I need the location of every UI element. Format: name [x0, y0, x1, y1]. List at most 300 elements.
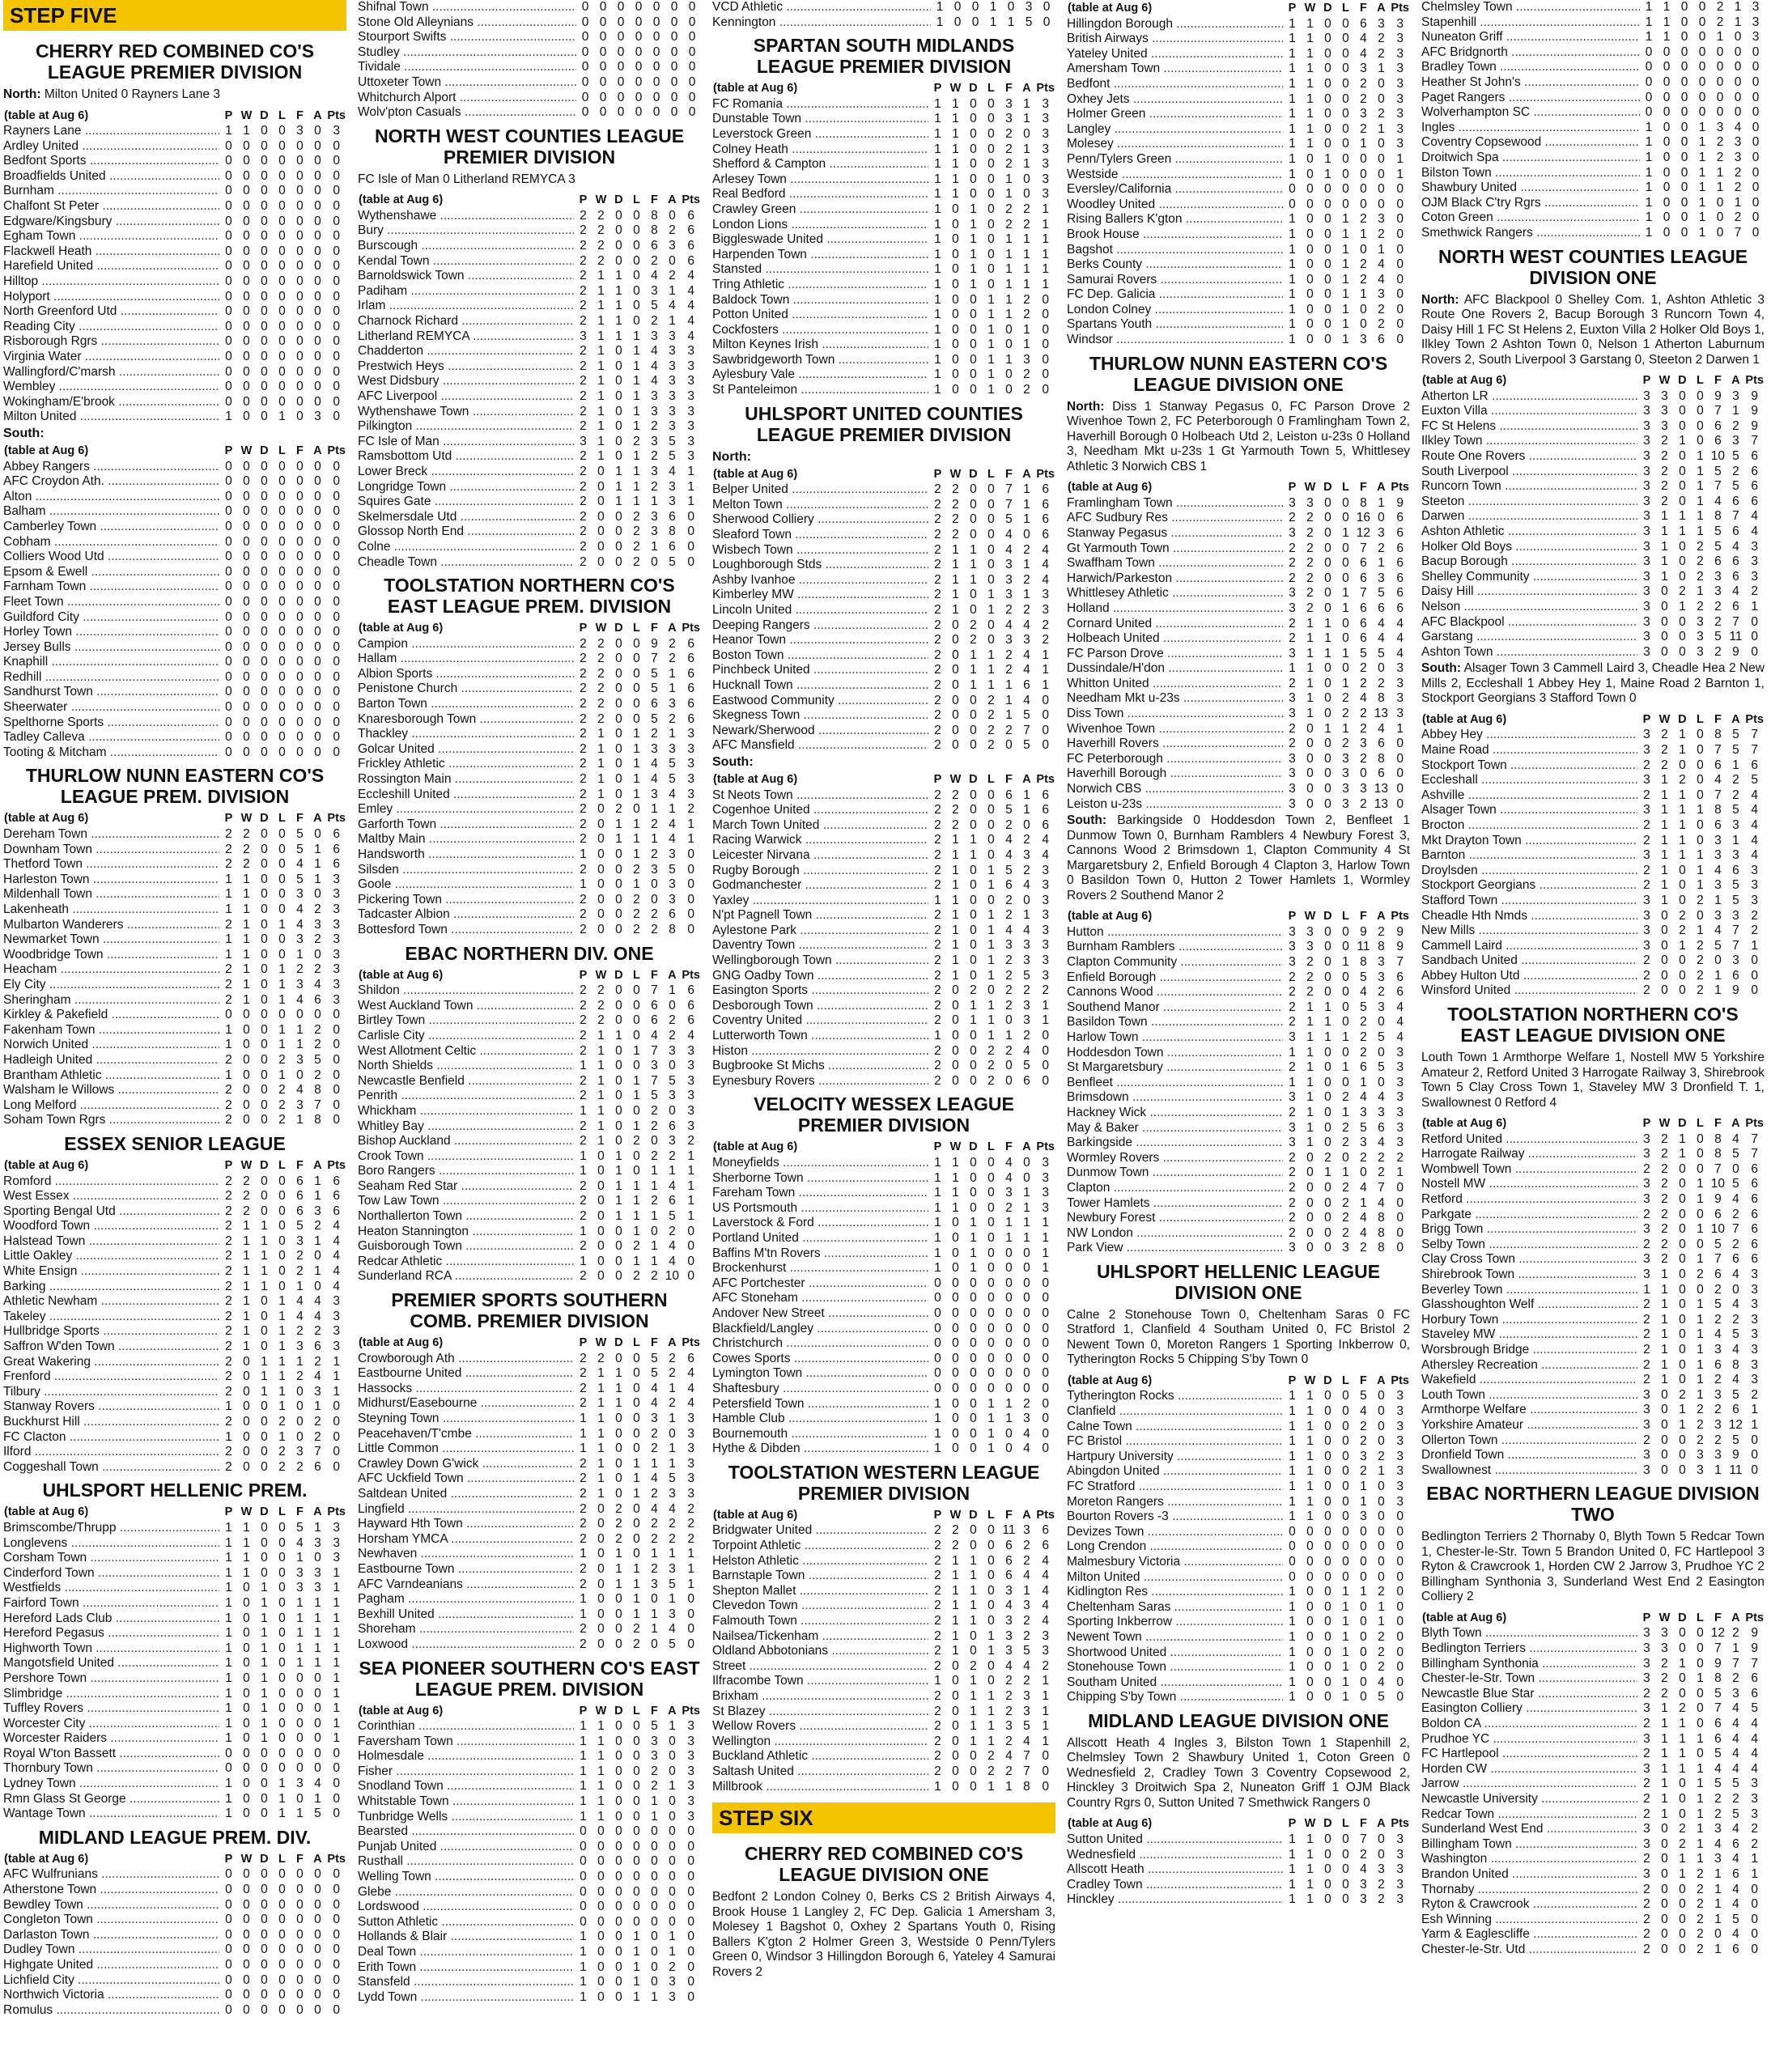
team-name: Louth Town ..... [1421, 1388, 1637, 1403]
table-cell: 1 [615, 1547, 622, 1561]
table-cell: 1 [952, 142, 959, 156]
table-cell: 0 [261, 474, 268, 489]
table-cell: 0 [971, 0, 979, 14]
table-cell: 0 [615, 1119, 622, 1133]
table-cell: 0 [225, 229, 232, 244]
table-cell: 6 [651, 697, 658, 711]
table-cell: 0 [597, 464, 605, 478]
table-cell: 1 [597, 1471, 605, 1486]
table-cell: 2 [225, 1113, 232, 1127]
table-cell: 3 [687, 1764, 695, 1778]
table-cell: 1 [1289, 333, 1296, 347]
team-name: St Neots Town ..... [712, 788, 928, 804]
table-cell: 2 [1042, 618, 1050, 632]
table-cell: 1 [597, 344, 605, 359]
table-cell: 3 [1643, 1417, 1650, 1432]
table-cell: 1 [1661, 1791, 1668, 1806]
table-cell: 2 [580, 539, 587, 554]
table-cell: 2 [1005, 157, 1013, 172]
table-cell: 2 [1697, 1403, 1704, 1417]
table-cell: 1 [970, 1614, 977, 1628]
table-cell: 8 [1714, 1671, 1722, 1686]
table-cell: 1 [987, 663, 995, 677]
table-cell: 0 [333, 504, 341, 519]
team-name: Stanway Pegasus ..... [1067, 526, 1283, 541]
table-row [358, 907, 701, 923]
results-text [1067, 813, 1410, 903]
table-cell: 1 [1324, 151, 1331, 166]
results-text [1421, 1530, 1765, 1605]
table-cell: 0 [243, 1611, 250, 1625]
table-cell: 0 [314, 639, 321, 654]
table-cell: 0 [615, 772, 622, 787]
team-name: Midhurst/Easebourne ..... [358, 1396, 574, 1412]
table-cell: 4 [651, 269, 658, 283]
table-cell: 0 [314, 1249, 321, 1263]
table-cell: 1 [987, 1426, 995, 1441]
table-row [1067, 1675, 1410, 1691]
table-cell: 0 [243, 489, 250, 503]
table-cell: 5 [1025, 15, 1033, 29]
team-name: Stone Old Alleynians ..... [358, 15, 576, 31]
table-cell: 5 [1732, 1327, 1739, 1342]
table-cell: 0 [1042, 308, 1050, 322]
table-row [3, 1581, 346, 1596]
column-header: F [295, 108, 304, 122]
table-cell: 2 [278, 1445, 286, 1459]
team-name: NW London ..... [1067, 1226, 1283, 1242]
table-cell: 1 [225, 1671, 232, 1685]
team-name: Hoddesdon Town ..... [1067, 1046, 1283, 1061]
table-cell: 0 [1005, 1261, 1013, 1276]
table-cell: 0 [314, 1988, 321, 2002]
table-cell: 2 [1661, 1177, 1668, 1191]
table-cell: 1 [261, 1595, 268, 1610]
table-cell: 1 [987, 338, 995, 352]
table-cell: 4 [669, 299, 676, 313]
table-cell: 1 [1679, 1403, 1686, 1417]
table-cell: 1 [1679, 434, 1686, 448]
table-cell: 0 [1396, 197, 1404, 211]
league-title: SEA PIONEER SOUTHERN CO'S EAST LEAGUE PREM. DIVISION [359, 1657, 700, 1700]
table-cell: 0 [296, 244, 304, 258]
table-row [3, 290, 346, 305]
table-cell: 0 [261, 1883, 268, 1897]
table-cell: 3 [687, 757, 695, 771]
table-row [712, 323, 1055, 338]
team-name: FC Bristol ..... [1067, 1434, 1283, 1450]
table-cell: 7 [1751, 1147, 1759, 1161]
team-name: Loxwood ..... [358, 1637, 574, 1653]
table-row [1067, 737, 1410, 752]
table-cell: 0 [687, 922, 695, 936]
table-cell: 2 [296, 1459, 304, 1474]
table-cell: 1 [1378, 62, 1385, 76]
table-row [712, 543, 1055, 558]
column-header: P [1288, 481, 1297, 495]
table-cell: 1 [1042, 1734, 1050, 1748]
column-header: P [224, 1505, 233, 1519]
table-cell: 0 [261, 1777, 268, 1791]
table-cell: 0 [1306, 1555, 1314, 1569]
team-name: Tytherington Rocks ..... [1067, 1389, 1283, 1404]
table-cell: 0 [1306, 1195, 1314, 1210]
table-cell: 6 [333, 842, 341, 856]
table-row [712, 202, 1055, 218]
table-cell: 0 [1680, 180, 1688, 195]
table-cell: 2 [1342, 1120, 1349, 1135]
table-cell: 1 [633, 1209, 640, 1224]
table-row [1421, 1403, 1765, 1418]
table-cell: 0 [669, 1059, 676, 1073]
table-cell: 4 [296, 917, 304, 932]
table-cell: 1 [225, 410, 232, 424]
table-cell: 1 [1342, 1030, 1349, 1044]
table-cell: 3 [1751, 1357, 1759, 1372]
table-cell: 0 [1306, 333, 1314, 347]
table-cell: 3 [1042, 878, 1050, 893]
table-cell: 0 [278, 872, 286, 886]
table-cell: 2 [580, 1486, 587, 1501]
table-row [712, 738, 1055, 754]
table-cell: 0 [688, 0, 696, 14]
team-name: Wellow Rovers ..... [712, 1719, 928, 1734]
team-name: Lakenheath ..... [3, 902, 219, 918]
table-cell: 1 [1342, 1690, 1349, 1705]
table-cell: 2 [651, 1441, 658, 1456]
table-cell: 3 [1005, 96, 1013, 111]
table-cell: 0 [296, 1927, 304, 1942]
table-cell: 3 [1751, 1267, 1759, 1281]
table-cell: 1 [1324, 1000, 1331, 1014]
table-cell: 0 [296, 1701, 304, 1716]
table-cell: 7 [651, 1043, 658, 1058]
table-row [1421, 1837, 1765, 1853]
table-cell: 0 [1716, 210, 1724, 225]
table-cell: 1 [1306, 707, 1314, 721]
table-cell: 4 [1732, 1267, 1739, 1281]
table-row [1421, 1777, 1765, 1792]
table-cell: 0 [615, 1622, 622, 1637]
table-cell: 4 [687, 1381, 695, 1395]
table-cell: 1 [633, 464, 640, 478]
table-cell: 2 [1289, 985, 1296, 1000]
table-cell: 0 [314, 459, 321, 473]
table-cell: 0 [243, 715, 250, 729]
table-cell: 0 [314, 1883, 321, 1897]
table-cell: 0 [1005, 1276, 1013, 1290]
table-cell: 0 [953, 0, 962, 14]
team-name: Eastbourne United ..... [358, 1366, 574, 1382]
column-header: P [579, 622, 588, 635]
table-cell: 0 [261, 655, 268, 669]
table-cell: 3 [1289, 796, 1296, 811]
table-cell: 1 [1342, 227, 1349, 241]
team-name: Yateley United ..... [1067, 47, 1283, 62]
table-cell: 1 [970, 998, 977, 1013]
table-cell: 3 [1396, 661, 1404, 676]
column-header: P [1642, 1611, 1651, 1624]
table-cell: 1 [1342, 257, 1349, 272]
team-name: Hartpury University ..... [1067, 1450, 1283, 1465]
table-cell: 0 [1697, 1237, 1704, 1251]
team-name: Gt Yarmouth Town ..... [1067, 541, 1283, 557]
table-cell: 0 [970, 878, 977, 893]
table-cell: 4 [1005, 1599, 1013, 1613]
table-cell: 1 [1306, 1090, 1314, 1105]
team-name: AFC Blackpool ..... [1421, 615, 1637, 631]
column-header: F [650, 193, 658, 207]
table-cell: 1 [1679, 1147, 1686, 1161]
table-cell: 0 [987, 187, 995, 202]
table-cell: 6 [1732, 1836, 1739, 1851]
table-cell: 0 [615, 539, 622, 554]
team-name: Langley ..... [1067, 122, 1283, 138]
table-cell: 0 [617, 0, 625, 14]
table-cell: 0 [615, 652, 622, 666]
table-date-header: (table at Aug 6) [713, 1508, 798, 1522]
table-cell: 2 [651, 1149, 658, 1163]
table-cell: 0 [597, 554, 605, 569]
table-cell: 4 [687, 269, 695, 283]
table-cell: 3 [687, 1471, 695, 1486]
table-cell: 0 [243, 1369, 250, 1384]
table-cell: 3 [1716, 120, 1724, 134]
table-cell: 1 [243, 1309, 250, 1323]
table-cell: 5 [1023, 708, 1030, 723]
table-cell: 0 [970, 112, 977, 126]
table-cell: 0 [278, 380, 286, 394]
table-cell: 0 [333, 214, 341, 228]
table-cell: 0 [633, 1794, 640, 1809]
table-cell: 0 [333, 2002, 341, 2017]
team-name: Smethwick Rangers ..... [1421, 226, 1640, 241]
team-name: Sutton United ..... [1067, 1832, 1283, 1848]
team-name: FC Stratford ..... [1067, 1480, 1283, 1495]
table-cell: 3 [1396, 76, 1404, 91]
table-cell: 1 [633, 1119, 640, 1133]
table-cell: 1 [1289, 76, 1296, 91]
team-name: AFC Portchester ..... [712, 1276, 928, 1292]
table-cell: 0 [296, 1791, 304, 1806]
table-cell: 0 [1751, 1463, 1759, 1477]
table-cell: 0 [952, 1719, 959, 1734]
table-cell: 0 [261, 259, 268, 274]
table-cell: 0 [278, 138, 286, 153]
team-name: Newcastle Benfield ..... [358, 1074, 574, 1089]
table-cell: 1 [952, 603, 959, 617]
table-cell: 1 [225, 1626, 232, 1641]
team-name: Athersley Recreation ..... [1421, 1358, 1637, 1374]
table-cell: 3 [1396, 16, 1404, 31]
column-header: D [1678, 1611, 1687, 1624]
team-name: Wisbech Town ..... [712, 543, 928, 558]
table-cell: 0 [261, 1958, 268, 1972]
table-cell: 0 [599, 0, 607, 14]
table-cell: 4 [1732, 1297, 1739, 1312]
table-header-row [3, 443, 346, 460]
table-cell: 1 [1396, 151, 1404, 166]
table-cell: 6 [333, 1174, 341, 1188]
table-cell: 8 [651, 208, 658, 223]
table-cell: 1 [1289, 287, 1296, 302]
table-cell: 4 [1360, 32, 1367, 46]
table-cell: 1 [633, 1930, 640, 1944]
table-cell: 1 [1306, 1105, 1314, 1119]
table-cell: 0 [1342, 556, 1349, 571]
table-cell: 2 [934, 1583, 941, 1598]
table-cell: 0 [333, 580, 341, 594]
table-cell: 0 [296, 1716, 304, 1730]
table-cell: 3 [1023, 1013, 1030, 1028]
team-name: Hadleigh United ..... [3, 1053, 219, 1068]
table-cell: 1 [278, 977, 286, 991]
table-cell: 4 [1714, 1761, 1722, 1776]
table-row [1067, 1121, 1410, 1136]
table-cell: 0 [1342, 1877, 1349, 1892]
table-cell: 2 [580, 983, 587, 998]
table-cell: 0 [314, 319, 321, 333]
team-name: Malmesbury Victoria ..... [1067, 1555, 1283, 1570]
table-cell: 1 [615, 283, 622, 298]
table-cell: 0 [597, 479, 605, 494]
table-date-header: (table at Aug 6) [359, 622, 444, 635]
table-cell: 4 [1023, 663, 1030, 677]
team-name: AFC Liverpool ..... [358, 389, 574, 405]
table-cell: 1 [1042, 648, 1050, 662]
table-row [3, 1294, 346, 1310]
table-cell: 0 [617, 45, 625, 59]
page-column [3, 0, 346, 2072]
table-cell: 2 [1342, 1195, 1349, 1210]
table-cell: 9 [1751, 388, 1759, 403]
table-cell: 3 [1378, 212, 1385, 227]
table-cell: 0 [1679, 878, 1686, 893]
table-cell: 2 [580, 1501, 587, 1516]
table-cell: 1 [1289, 1832, 1296, 1847]
table-cell: 0 [1697, 1686, 1704, 1700]
team-name: Coggeshall Town ..... [3, 1460, 219, 1475]
table-cell: 0 [314, 550, 321, 564]
table-header-row [358, 1335, 701, 1352]
table-row [712, 603, 1055, 618]
table-cell: 0 [970, 482, 977, 497]
table-row [3, 1551, 346, 1566]
table-cell: 2 [1697, 1417, 1704, 1432]
table-cell: 2 [225, 1369, 232, 1384]
table-cell: 1 [1023, 803, 1030, 817]
table-cell: 1 [633, 1561, 640, 1576]
results-text [1421, 1051, 1765, 1110]
table-cell: 0 [1661, 584, 1668, 599]
table-cell: 0 [599, 90, 607, 104]
team-name: FC Romania ..... [712, 97, 928, 113]
column-header: L [632, 622, 640, 635]
table-cell: 0 [633, 652, 640, 666]
team-name: South Liverpool ..... [1421, 465, 1637, 480]
table-cell: 3 [1289, 940, 1296, 954]
table-row [712, 1644, 1055, 1659]
table-cell: 0 [1716, 60, 1724, 74]
table-cell: 1 [1023, 142, 1030, 156]
table-cell: 1 [970, 677, 977, 692]
table-cell: 4 [669, 1254, 676, 1268]
table-cell: 2 [1360, 661, 1367, 676]
table-row [1421, 1852, 1765, 1867]
table-cell: 0 [1342, 1569, 1349, 1584]
table-cell: 2 [580, 1637, 587, 1651]
table-cell: 0 [261, 827, 268, 842]
table-cell: 0 [1360, 242, 1367, 257]
table-row [3, 1701, 346, 1717]
table-cell: 1 [970, 542, 977, 557]
league-table [3, 443, 346, 760]
table-cell: 3 [669, 1561, 676, 1576]
table-cell: 1 [987, 938, 995, 953]
table-cell: 1 [1005, 1029, 1013, 1043]
table-cell: 7 [1714, 742, 1722, 757]
team-name: Sporting Inkberrow ..... [1067, 1615, 1283, 1630]
table-row [3, 1641, 346, 1657]
table-cell: 2 [1714, 614, 1722, 629]
table-cell: 0 [687, 877, 695, 892]
team-name: Whitley Bay ..... [358, 1119, 574, 1135]
table-cell: 3 [1042, 968, 1050, 983]
table-cell: 3 [669, 1607, 676, 1621]
table-cell: 3 [651, 862, 658, 877]
table-cell: 1 [261, 1701, 268, 1716]
table-cell: 1 [278, 1384, 286, 1399]
table-cell: 0 [952, 1689, 959, 1703]
table-cell: 0 [296, 1942, 304, 1957]
table-cell: 0 [1661, 1942, 1668, 1956]
table-cell: 2 [1643, 1777, 1650, 1791]
table-cell: 7 [1378, 1180, 1385, 1195]
team-name: Ardley United ..... [3, 139, 219, 155]
team-name: Newcastle University ..... [1421, 1792, 1637, 1807]
table-cell: 1 [1306, 121, 1314, 136]
table-cell: 0 [1324, 1690, 1331, 1705]
table-cell: 5 [1732, 893, 1739, 907]
team-name: Bury ..... [358, 223, 574, 239]
table-cell: 0 [1360, 1539, 1367, 1554]
table-cell: 3 [687, 434, 695, 448]
table-cell: 0 [952, 723, 959, 737]
results-text [712, 1890, 1055, 1980]
table-cell: 1 [952, 863, 959, 877]
table-cell: 4 [1732, 1373, 1739, 1387]
table-cell: 2 [934, 1734, 941, 1748]
team-name: Penistone Church ..... [358, 681, 574, 697]
table-cell: 1 [1679, 728, 1686, 742]
table-row [3, 504, 346, 520]
table-cell: 3 [1360, 1136, 1367, 1150]
table-cell: 1 [934, 112, 941, 126]
table-cell: 1 [1396, 1166, 1404, 1180]
table-cell: 0 [1680, 45, 1688, 59]
table-cell: 1 [580, 1592, 587, 1607]
table-cell: 0 [333, 745, 341, 759]
table-cell: 1 [278, 1791, 286, 1806]
table-cell: 2 [597, 253, 605, 268]
table-cell: 4 [1378, 1195, 1385, 1210]
table-row [358, 1194, 701, 1209]
table-cell: 3 [1661, 418, 1668, 433]
table-cell: 2 [1732, 773, 1739, 788]
table-cell: 0 [970, 603, 977, 617]
table-cell: 0 [987, 1246, 995, 1260]
table-cell: 1 [615, 479, 622, 494]
